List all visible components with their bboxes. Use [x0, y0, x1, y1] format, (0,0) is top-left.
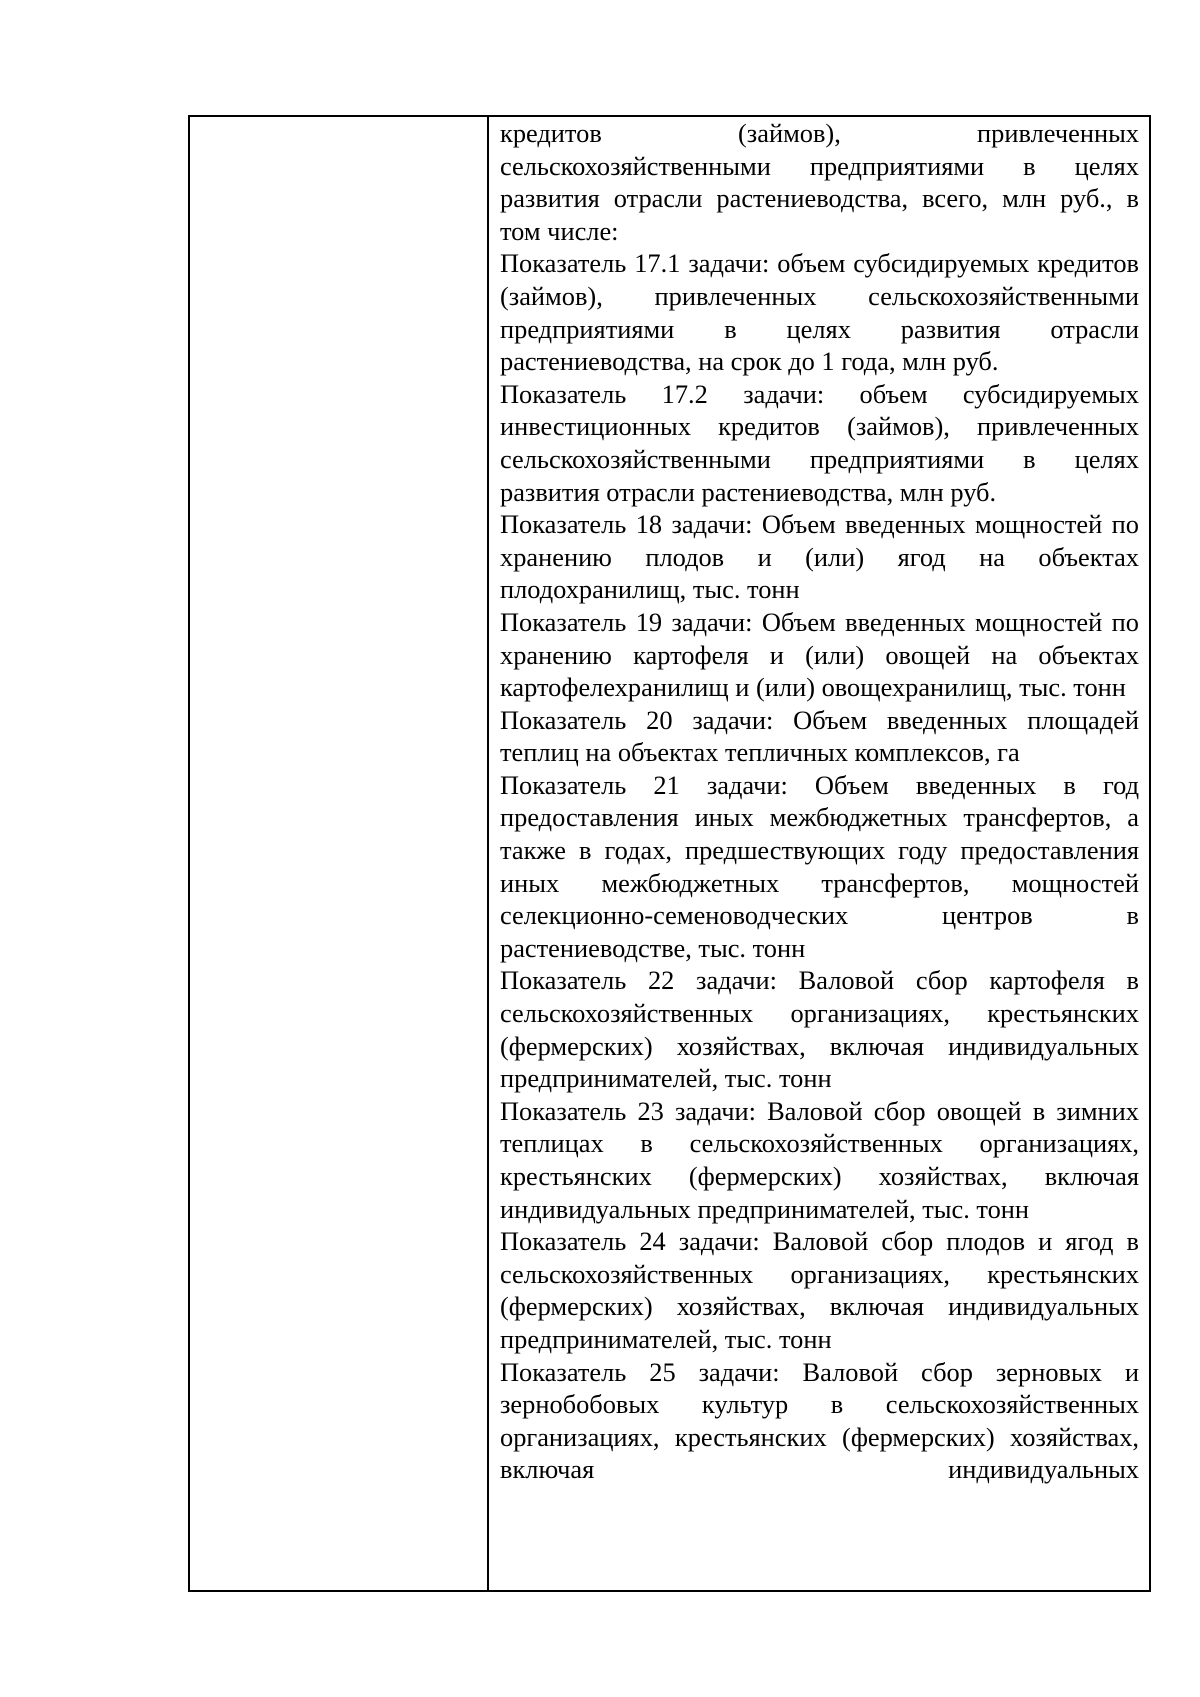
paragraph-indicator-23: Показатель 23 задачи: Валовой сбор овощей в зимних теплицах в сельскохозяйственных организациях, крестьянских (фермерских) хозяйствах, включая индивидуальных предпринимателей, тыс. тонн [500, 1095, 1139, 1224]
paragraph-indicator-19: Показатель 19 задачи: Объем введенных мощностей по хранению картофеля и (или) овощей на объектах картофелехранилищ и (или) овощехранилищ, тыс. тонн [500, 606, 1139, 703]
table-right-cell [489, 117, 1149, 1590]
paragraph-indicator-18: Показатель 18 задачи: Объем введенных мощностей по хранению плодов и (или) ягод на объектах плодохранилищ, тыс. тонн [500, 509, 1139, 605]
table-left-cell [190, 117, 489, 1590]
paragraph-credits-total: кредитов (займов), привлеченных сельскохозяйственными предприятиями в целях развития отрасли растениеводства, всего, млн руб., в том числе: [500, 118, 1139, 246]
indicator-table [188, 115, 1151, 1592]
paragraph-indicator-24: Показатель 24 задачи: Валовой сбор плодов и ягод в сельскохозяйственных организациях, крестьянских (фермерских) хозяйствах, включая индивидуальных предпринимателей, тыс. тонн [500, 1226, 1139, 1354]
paragraph-indicator-20: Показатель 20 задачи: Объем введенных площадей теплиц на объектах тепличных комплексов, га [500, 704, 1139, 768]
paragraph-indicator-25: Показатель 25 задачи: Валовой сбор зерновых и зернобобовых культур в сельскохозяйственных организациях, крестьянских (фермерских) хозяйствах, включая индивидуальных [500, 1356, 1139, 1485]
paragraph-indicator-21: Показатель 21 задачи: Объем введенных в год предоставления иных межбюджетных трансфертов, а также в годах, предшествующих году предоставления иных межбюджетных трансфертов, мощностей селекционно-семеноводческих центров в растениеводстве, тыс. тонн [500, 769, 1139, 963]
paragraph-indicator-17-2: Показатель 17.2 задачи: объем субсидируемых инвестиционных кредитов (займов), привлеченных сельскохозяйственными предприятиями в целях развития отрасли растениеводства, млн руб. [500, 378, 1139, 507]
paragraph-indicator-17-1: Показатель 17.1 задачи: объем субсидируемых кредитов (займов), привлеченных сельскохозяйственными предприятиями в целях развития отрасли растениеводства, на срок до 1 года, млн руб. [500, 248, 1139, 377]
paragraph-indicator-22: Показатель 22 задачи: Валовой сбор картофеля в сельскохозяйственных организациях, крестьянских (фермерских) хозяйствах, включая индивидуальных предпринимателей, тыс. тонн [500, 965, 1139, 1094]
